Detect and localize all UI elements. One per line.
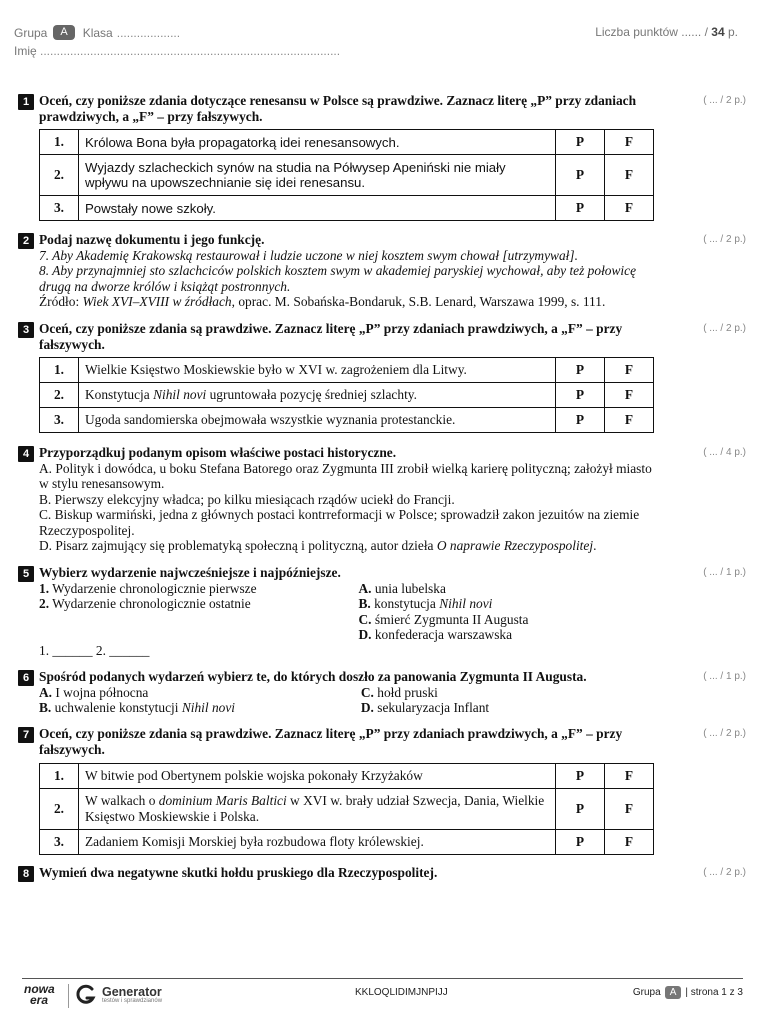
true-option[interactable]: P [556, 764, 605, 789]
source-citation: Źródło: Wiek XVI–XVIII w źródłach, oprac. M. Sobańska-Bondaruk, S.B. Lenard, Warszawa 1999, s. 111. [39, 294, 606, 309]
task-points: ( ... / 2 p.) [703, 95, 746, 106]
table-row [40, 196, 654, 221]
description-a: A. Polityk i dowódca, u boku Stefana Batorego oraz Zygmunta III zrobił wielką karierę polityczną; założył miasto w stylu renesansowym. [39, 460, 652, 491]
true-option[interactable]: P [556, 408, 605, 433]
table-row [40, 383, 654, 408]
option-c[interactable]: C. hołd pruski [360, 684, 438, 700]
generator-subtitle: testów i sprawdzianów [102, 998, 163, 1004]
true-false-table [39, 357, 654, 433]
matching-columns [39, 581, 658, 643]
table-row [40, 830, 654, 855]
footer-group-label: Grupa [632, 987, 661, 998]
false-option[interactable]: F [605, 408, 654, 433]
header-group-class [14, 25, 180, 40]
points-unit: p. [727, 25, 738, 39]
task-number: 3 [18, 322, 34, 338]
header-name [14, 44, 340, 58]
row-statement: Powstały nowe szkoły. [79, 196, 556, 221]
true-false-table [39, 763, 654, 855]
task-points: ( ... / 1 p.) [703, 567, 746, 578]
option-d[interactable]: D. sekularyzacja Inflant [360, 700, 490, 715]
row-number: 2. [40, 383, 79, 408]
task-question: Oceń, czy poniższe zdania są prawdziwe. Zaznacz literę „P” przy zdaniach prawdziwych, a „F” – przy fałszywych. [39, 726, 623, 757]
row-number: 1. [40, 764, 79, 789]
row-number: 1. [40, 130, 79, 155]
description-d: D. Pisarz zajmujący się problematyką społeczną i polityczną, autor dzieła O naprawie Rzeczypospolitej. [39, 538, 597, 553]
row-number: 2. [40, 155, 79, 196]
false-option[interactable]: F [605, 830, 654, 855]
options-grid [39, 685, 658, 716]
generator-title: Generator [102, 985, 162, 999]
first-event-label: 1. Wydarzenie chronologicznie pierwsze [39, 580, 257, 596]
table-row [40, 408, 654, 433]
task-points: ( ... / 2 p.) [703, 867, 746, 878]
name-label: Imię [14, 44, 37, 58]
true-option[interactable]: P [556, 789, 605, 830]
false-option[interactable]: F [605, 358, 654, 383]
row-number: 3. [40, 408, 79, 433]
task-number: 5 [18, 566, 34, 582]
option-d: D. konfederacja warszawska [358, 627, 513, 642]
option-b: B. konstytucja Nihil novi [358, 596, 493, 611]
option-a[interactable]: A. I wojna północna [39, 684, 149, 700]
false-option[interactable]: F [605, 130, 654, 155]
table-row [40, 764, 654, 789]
task-6 [18, 669, 658, 716]
task-number: 1 [18, 94, 34, 110]
options-column [358, 581, 658, 643]
class-dots: ................... [116, 25, 181, 40]
task-points: ( ... / 2 p.) [703, 728, 746, 739]
false-option[interactable]: F [605, 155, 654, 196]
description-c: C. Biskup warmiński, jedna z głównych postaci kontrreformacji w Polsce; sprowadził zakon jezuitów na ziemie Rzeczypospolitej. [39, 507, 640, 538]
options-right [361, 685, 658, 716]
points-label: Liczba punktów ...... / [595, 25, 708, 39]
row-statement: Ugoda sandomierska obejmowała wszystkie wyznania protestanckie. [79, 408, 556, 433]
footer-divider [22, 978, 743, 979]
task-number: 8 [18, 866, 34, 882]
row-statement: Konstytucja Nihil novi ugruntowała pozycję średniej szlachty. [79, 383, 556, 408]
row-number: 3. [40, 830, 79, 855]
table-row [40, 130, 654, 155]
page-info [633, 986, 743, 999]
task-number: 7 [18, 727, 34, 743]
task-question: Podaj nazwę dokumentu i jego funkcję. [39, 232, 265, 247]
task-question: Oceń, czy poniższe zdania są prawdziwe. Zaznacz literę „P” przy zdaniach prawdziwych, a „F” – przy fałszywych. [39, 321, 623, 352]
row-number: 1. [40, 358, 79, 383]
test-code: KKLOQLIDIMJNPIJJ [355, 987, 448, 998]
task-number: 2 [18, 233, 34, 249]
task-points: ( ... / 4 p.) [703, 447, 746, 458]
table-row [40, 155, 654, 196]
source-quote-1: 7. Aby Akademię Krakowską restaurował i ludzie uczone w niej kosztem swym chował [utrzymywał]. [39, 247, 578, 263]
nowa-era-logo: nowa era [24, 982, 55, 1007]
true-option[interactable]: P [556, 383, 605, 408]
row-number: 3. [40, 196, 79, 221]
task-7 [18, 726, 658, 757]
last-event-label: 2. Wydarzenie chronologicznie ostatnie [39, 596, 251, 611]
true-option[interactable]: P [556, 130, 605, 155]
row-statement: W walkach o dominium Maris Baltici w XVI w. brały udział Szwecja, Dania, Wielkie Księstwo Moskiewskie i Polska. [79, 789, 556, 830]
task-question: Przyporządkuj podanym opisom właściwe postaci historyczne. [39, 445, 397, 460]
task-points: ( ... / 2 p.) [703, 323, 746, 334]
row-statement: Wyjazdy szlacheckich synów na studia na Półwysep Apeniński nie miały wpływu na upowszechnianie się idei renesansu. [79, 155, 556, 196]
option-c: C. śmierć Zygmunta II Augusta [358, 611, 529, 627]
row-statement: Zadaniem Komisji Morskiej była rozbudowa floty królewskiej. [79, 830, 556, 855]
false-option[interactable]: F [605, 383, 654, 408]
table-row [40, 789, 654, 830]
description-b: B. Pierwszy elekcyjny władca; po kilku miesiącach rządów uciekł do Francji. [39, 491, 455, 507]
events-column [39, 581, 358, 643]
points-total: 34 [711, 25, 725, 39]
options-left [39, 685, 361, 716]
option-a: A. unia lubelska [358, 580, 446, 596]
task-question: Oceń, czy poniższe zdania dotyczące renesansu w Polsce są prawdziwe. Zaznacz literę „P” przy zdaniach prawdziwych, a „F” – przy fałszywych. [39, 93, 637, 124]
option-b[interactable]: B. uchwalenie konstytucji Nihil novi [39, 700, 236, 715]
task-1 [18, 93, 658, 124]
task-question: Spośród podanych wydarzeń wybierz te, do których doszło za panowania Zygmunta II Augusta. [39, 669, 587, 684]
task-question: Wymień dwa negatywne skutki hołdu pruskiego dla Rzeczypospolitej. [39, 865, 438, 880]
true-option[interactable]: P [556, 830, 605, 855]
logo-separator [68, 984, 69, 1008]
task-points: ( ... / 1 p.) [703, 671, 746, 682]
false-option[interactable]: F [605, 764, 654, 789]
answer-blanks[interactable]: 1. ______ 2. ______ [39, 642, 150, 658]
task-4 [18, 445, 658, 554]
generator-g-icon [76, 984, 96, 1006]
row-number: 2. [40, 789, 79, 830]
false-option[interactable]: F [605, 196, 654, 221]
task-3 [18, 321, 658, 352]
task-number: 4 [18, 446, 34, 462]
task-5 [18, 565, 658, 658]
task-points: ( ... / 2 p.) [703, 234, 746, 245]
row-statement: W bitwie pod Obertynem polskie wojska pokonały Krzyżaków [79, 764, 556, 789]
row-statement: Wielkie Księstwo Moskiewskie było w XVI w. zagrożeniem dla Litwy. [79, 358, 556, 383]
task-8 [18, 865, 658, 881]
page-number: | strona 1 z 3 [685, 987, 743, 998]
true-option[interactable]: P [556, 155, 605, 196]
task-2 [18, 232, 658, 310]
group-badge: A [53, 25, 74, 40]
name-dots: .......................................................................................... [40, 44, 341, 58]
footer-group-badge: A [665, 986, 682, 999]
group-label: Grupa [14, 25, 48, 40]
table-row [40, 358, 654, 383]
task-question: Wybierz wydarzenie najwcześniejsze i najpóźniejsze. [39, 565, 341, 580]
total-points [595, 25, 738, 39]
source-quote-2: 8. Aby przynajmniej sto szlachciców polskich kosztem swym w akademiej paryskiej wychował, aby też połowicę drugą na dworze królów i książąt postronnych. [39, 263, 637, 294]
task-number: 6 [18, 670, 34, 686]
true-option[interactable]: P [556, 196, 605, 221]
class-label: Klasa [82, 25, 113, 40]
true-option[interactable]: P [556, 358, 605, 383]
false-option[interactable]: F [605, 789, 654, 830]
row-statement: Królowa Bona była propagatorką idei renesansowych. [79, 130, 556, 155]
true-false-table [39, 129, 654, 221]
